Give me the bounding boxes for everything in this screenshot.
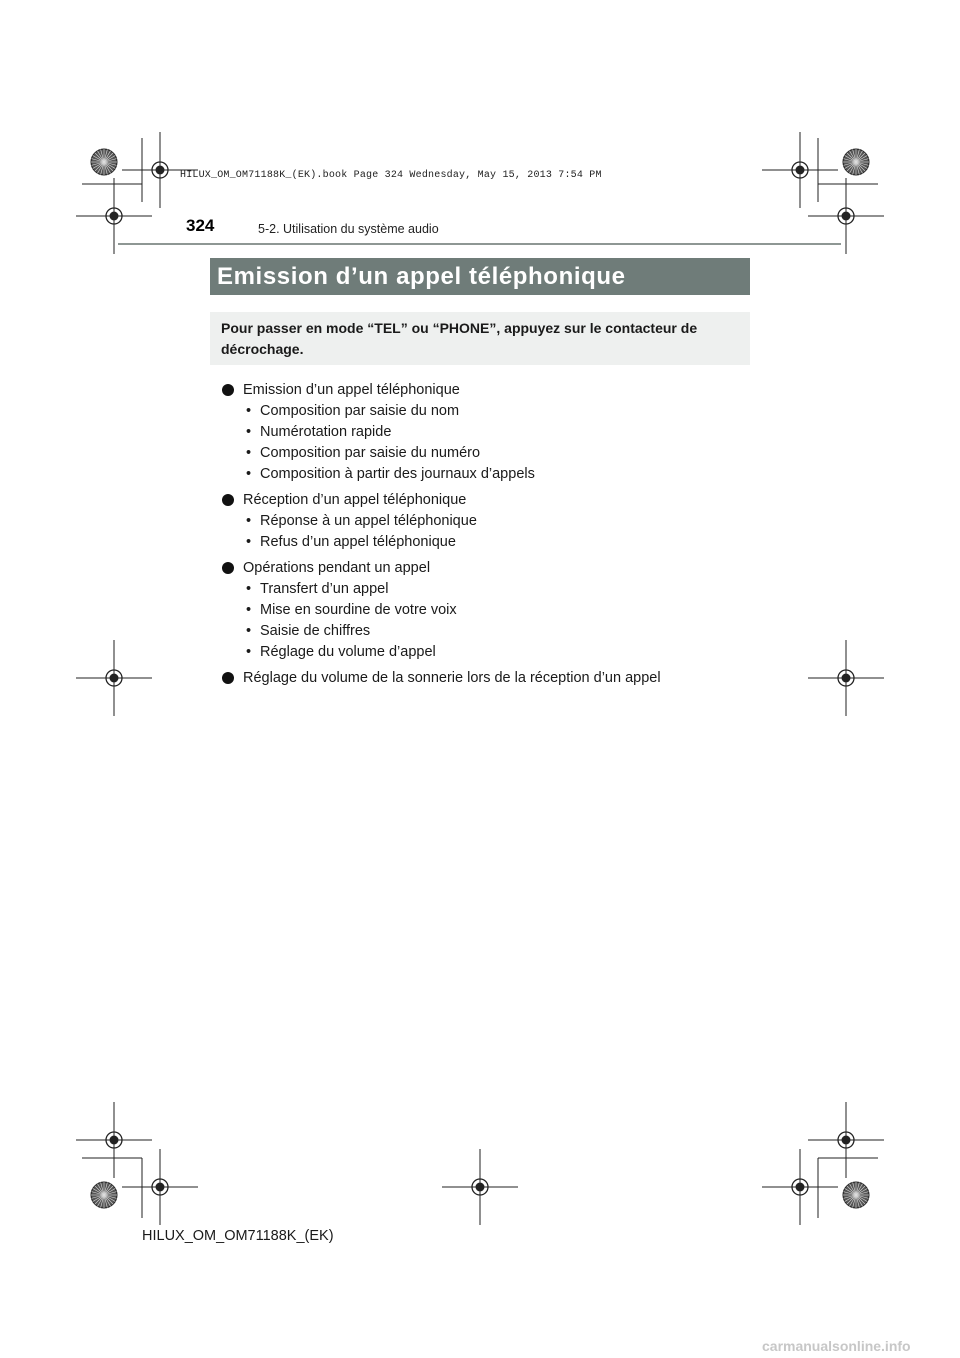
registration-cross-icon	[76, 1102, 152, 1178]
list-item	[222, 558, 742, 663]
feature-list	[222, 380, 742, 694]
sub-item: • Transfert d’un appel	[222, 579, 742, 600]
registration-cross-icon	[442, 1149, 518, 1225]
sub-item: • Numérotation rapide	[222, 422, 742, 443]
bullet-icon	[222, 562, 234, 574]
list-item-label: Opérations pendant un appel	[243, 560, 431, 576]
sub-item: • Refus d’un appel téléphonique	[222, 532, 742, 553]
sub-item: • Mise en sourdine de votre voix	[222, 600, 742, 621]
sub-bullet-icon: •	[246, 445, 252, 461]
sub-item: • Composition à partir des journaux d’appels	[222, 464, 742, 485]
page-title: Emission d’un appel téléphonique	[210, 258, 750, 295]
print-info-line: HILUX_OM_OM71188K_(EK).book Page 324 Wednesday, May 15, 2013 7:54 PM	[180, 170, 602, 181]
sub-item: • Réponse à un appel téléphonique	[222, 511, 742, 532]
registration-cross-icon	[762, 132, 838, 208]
watermark: carmanualsonline.info	[762, 1338, 911, 1354]
bullet-icon	[222, 494, 234, 506]
sub-bullet-icon: •	[246, 466, 252, 482]
intro-text: Pour passer en mode “TEL” ou “PHONE”, appuyez sur le contacteur de décrochage.	[221, 320, 698, 357]
list-item-label: Emission d’un appel téléphonique	[243, 382, 460, 398]
registration-cross-icon	[122, 1149, 198, 1225]
header-rule	[118, 243, 841, 245]
sub-bullet-icon: •	[246, 513, 252, 529]
sub-bullet-icon: •	[246, 403, 252, 419]
list-item	[222, 668, 742, 689]
sub-bullet-icon: •	[246, 623, 252, 639]
section-label: 5-2. Utilisation du système audio	[258, 222, 439, 236]
sub-item: • Réglage du volume d’appel	[222, 642, 742, 663]
sub-bullet-icon: •	[246, 602, 252, 618]
footer-code: HILUX_OM_OM71188K_(EK)	[142, 1228, 334, 1244]
color-target-icon	[843, 1182, 869, 1208]
sub-bullet-icon: •	[246, 581, 252, 597]
registration-cross-icon	[76, 640, 152, 716]
color-target-icon	[91, 1182, 117, 1208]
list-item-label: Réception d’un appel téléphonique	[243, 492, 467, 508]
list-item	[222, 490, 742, 553]
sub-item: • Composition par saisie du nom	[222, 401, 742, 422]
color-target-icon	[91, 149, 117, 175]
sub-bullet-icon: •	[246, 424, 252, 440]
registration-cross-icon	[808, 640, 884, 716]
list-item	[222, 380, 742, 485]
page-number: 324	[186, 216, 215, 235]
sub-bullet-icon: •	[246, 644, 252, 660]
bullet-icon	[222, 672, 234, 684]
color-target-icon	[843, 149, 869, 175]
bullet-icon	[222, 384, 234, 396]
sub-item: • Composition par saisie du numéro	[222, 443, 742, 464]
sub-item: • Saisie de chiffres	[222, 621, 742, 642]
intro-box	[210, 312, 750, 365]
registration-cross-icon	[808, 1102, 884, 1178]
list-item-label: Réglage du volume de la sonnerie lors de la réception d’un appel	[243, 670, 661, 686]
registration-cross-icon	[762, 1149, 838, 1225]
sub-bullet-icon: •	[246, 534, 252, 550]
